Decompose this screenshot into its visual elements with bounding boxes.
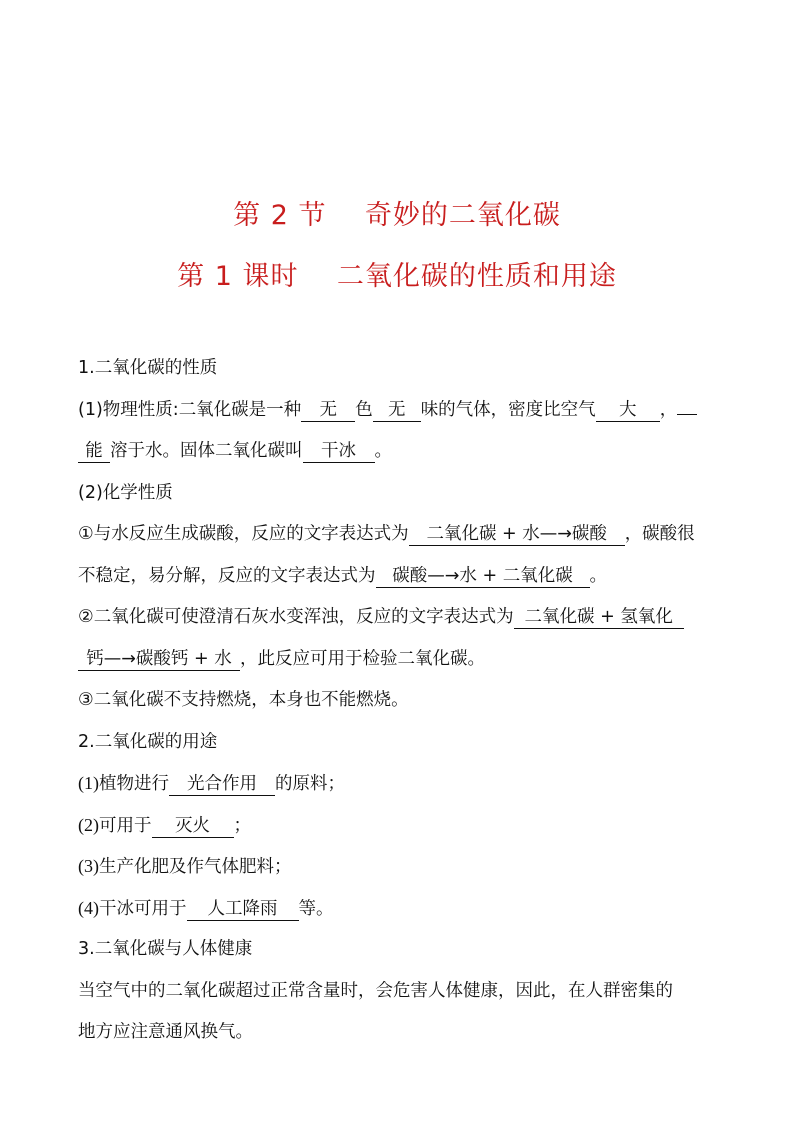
- health-paragraph-line-1: 当空气中的二氧化碳超过正常含量时，会危害人体健康，因此，在人群密集的: [78, 980, 673, 1001]
- use-item-4: [78, 892, 720, 934]
- use-item-1: [78, 767, 720, 809]
- physical-properties-label: (1)物理性质:: [78, 399, 179, 420]
- text-segment: 不稳定，易分解，反应的文字表达式为: [78, 565, 376, 586]
- answer-blank-color: 无: [301, 399, 355, 422]
- text-segment: ；: [233, 815, 251, 836]
- answer-blank-fire: 灭火: [152, 815, 234, 838]
- section-3-heading: 3.二氧化碳与人体健康: [78, 939, 253, 959]
- reaction-limewater-line-2: [78, 643, 720, 685]
- text-segment: 可用于: [99, 815, 152, 836]
- item-number: (3): [78, 856, 99, 876]
- combustion-property: ③二氧化碳不支持燃烧，本身也不能燃烧。: [78, 690, 409, 710]
- text-segment: 溶于水。固体二氧化碳叫: [110, 441, 303, 461]
- answer-blank-reaction-water: 二氧化碳 + 水—→碳酸: [409, 523, 625, 546]
- reaction-water-line-1: [78, 518, 720, 560]
- text-segment: 生产化肥及作气体肥料；: [99, 857, 292, 877]
- answer-blank-dry-ice: 干冰: [303, 440, 375, 463]
- text-segment: ，此反应可用于检验二氧化碳。: [240, 648, 485, 669]
- text-segment: ，碳酸很: [624, 524, 695, 544]
- text-segment: ，: [659, 399, 678, 420]
- chemical-properties-label: (2)化学性质: [78, 482, 173, 503]
- text-segment: 色: [355, 399, 373, 420]
- reaction-water-line-2: [78, 560, 720, 602]
- answer-blank-limewater-part-1: 二氧化碳 + 氢氧化: [514, 606, 684, 629]
- content-body: [78, 352, 720, 1058]
- text-segment: 干冰可用于: [99, 898, 187, 919]
- item-number: (4): [78, 897, 99, 918]
- physical-properties-line-2: [78, 435, 720, 477]
- answer-blank-odor: 无: [373, 399, 421, 422]
- answer-blank-decomposition: 碳酸—→水 + 二氧化碳: [376, 565, 590, 588]
- text-segment: 味的气体，密度比空气: [420, 399, 596, 420]
- reaction-limewater-line-1: [78, 601, 720, 643]
- text-segment: ②二氧化碳可使澄清石灰水变浑浊，反应的文字表达式为: [78, 607, 514, 627]
- use-item-3: [78, 850, 720, 892]
- answer-blank-rain: 人工降雨: [187, 898, 299, 921]
- text-segment: 植物进行: [99, 774, 169, 794]
- text-segment: 。: [589, 565, 607, 586]
- section-2-heading: 2.二氧化碳的用途: [78, 731, 218, 752]
- answer-blank-solubility-start: [677, 414, 697, 415]
- text-segment: 。: [374, 441, 392, 461]
- text-segment: ①与水反应生成碳酸，反应的文字表达式为: [78, 524, 409, 544]
- answer-blank-limewater-part-2: 钙—→碳酸钙 + 水: [78, 648, 240, 671]
- physical-properties-line-1: [78, 394, 720, 436]
- section-title: 第 2 节 奇妙的二氧化碳: [233, 200, 561, 231]
- use-item-2: [78, 809, 720, 851]
- answer-blank-photosynthesis: 光合作用: [169, 773, 275, 796]
- answer-blank-density: 大: [596, 399, 660, 422]
- text-segment: 等。: [298, 898, 334, 919]
- item-number: (2): [78, 814, 99, 835]
- text-segment: 二氧化碳是一种: [178, 399, 302, 420]
- item-number: (1): [78, 773, 99, 793]
- text-segment: 的原料；: [275, 774, 345, 794]
- answer-blank-solubility: 能: [78, 440, 110, 463]
- lesson-title: 第 1 课时 二氧化碳的性质和用途: [177, 261, 617, 292]
- health-paragraph-line-2: 地方应注意通风换气。: [78, 1022, 253, 1042]
- section-1-heading: 1.二氧化碳的性质: [78, 358, 218, 378]
